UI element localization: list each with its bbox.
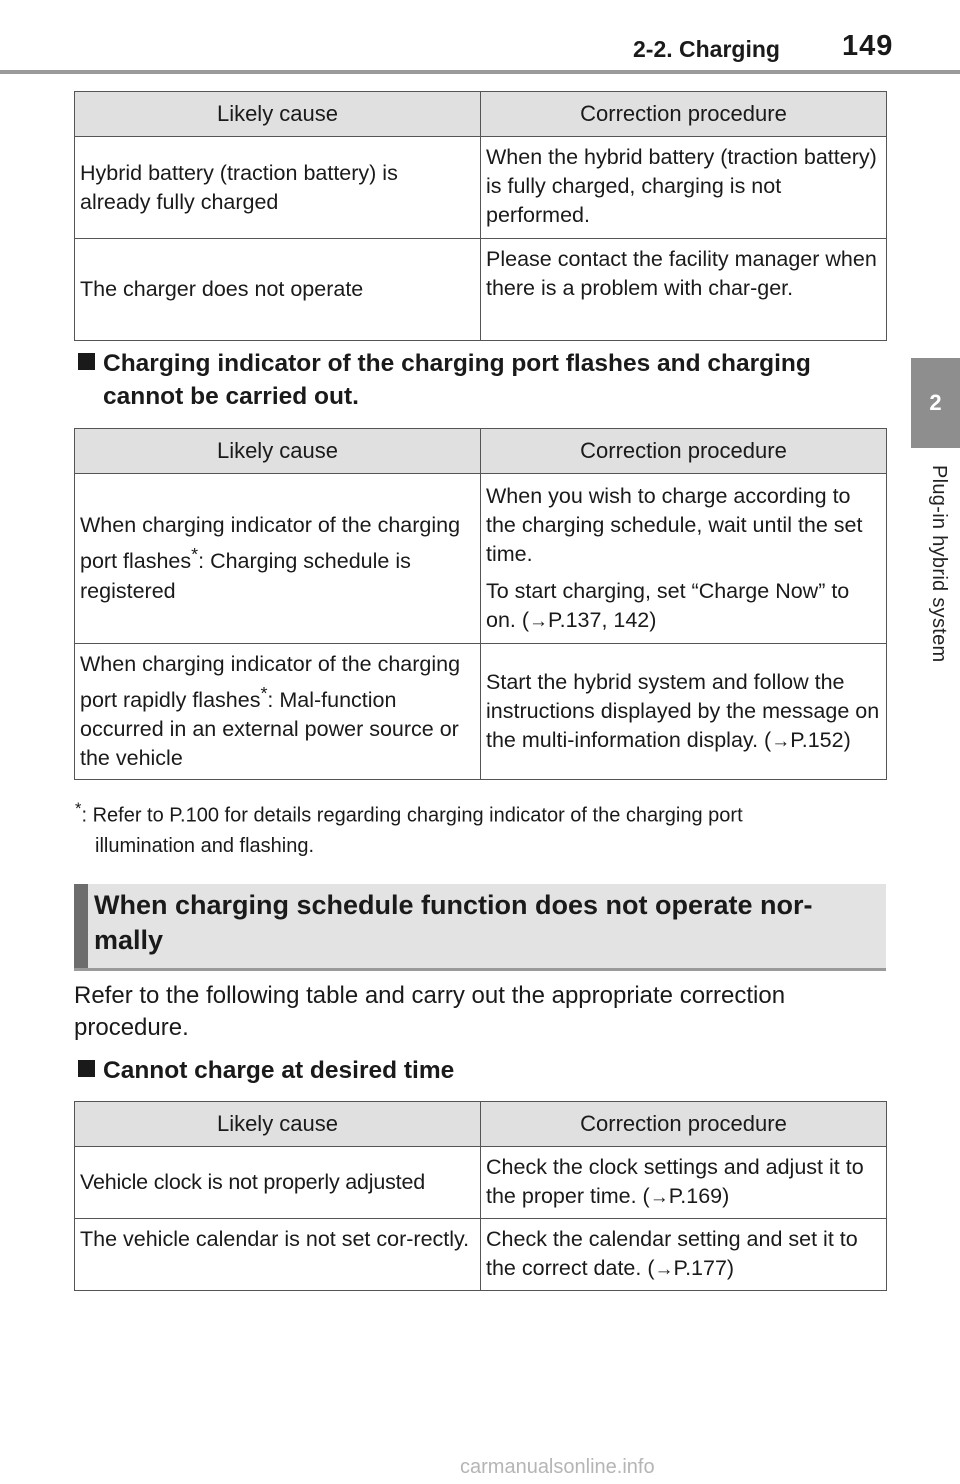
- footnote-mark: *: [191, 544, 199, 565]
- subheading-indicator-flashes: [78, 347, 878, 413]
- cell-cause: Hybrid battery (traction battery) is already fully charged: [75, 137, 481, 239]
- cell-cause: [75, 474, 481, 644]
- page-header: [0, 0, 960, 78]
- footnote-mark: *: [75, 799, 82, 818]
- column-header-procedure: Correction procedure: [481, 429, 887, 474]
- footnote-mark: *: [260, 683, 268, 703]
- cell-cause: The charger does not operate: [75, 239, 481, 341]
- footnote-text-continued: illumination and flashing.: [95, 834, 315, 857]
- table-charger-causes: [74, 91, 887, 341]
- table-header-row: [75, 429, 887, 474]
- subheading-text: Cannot charge at desired time: [103, 1057, 455, 1084]
- section-title: 2-2. Charging: [633, 36, 780, 62]
- footnote-text: : Refer to P.100 for details regarding charging indicator of the charging port: [81, 804, 743, 827]
- table-row: [75, 1147, 887, 1219]
- cell-procedure: [481, 644, 887, 780]
- procedure-text: To start charging, set “Charge Now” to on. (: [486, 578, 850, 632]
- cell-procedure: Please contact the facility manager when there is a problem with char-ger.: [481, 239, 887, 341]
- square-bullet-icon: [78, 1060, 95, 1077]
- page-reference-link[interactable]: P.137, 142): [548, 607, 657, 632]
- cell-cause: Vehicle clock is not properly adjusted: [75, 1147, 481, 1219]
- column-header-cause: Likely cause: [75, 92, 481, 137]
- page-number: 149: [842, 30, 894, 62]
- banner-title: When charging schedule function does not operate nor-mally: [94, 890, 813, 955]
- table-row: [75, 474, 887, 644]
- procedure-text: Check the calendar setting and set it to the correct date. (: [486, 1227, 858, 1280]
- cause-text-rest: : Mal-function occurred in an external power source or the vehicle: [80, 688, 459, 771]
- section-banner: [74, 884, 886, 968]
- cell-procedure: [481, 1219, 887, 1291]
- page-reference-link[interactable]: P.169): [668, 1184, 730, 1208]
- banner-divider: [74, 968, 886, 971]
- subheading-text: Charging indicator of the charging port flashes and charging: [103, 350, 811, 377]
- table-indicator-causes: [74, 428, 887, 780]
- chapter-tab-number: 2: [929, 390, 942, 415]
- procedure-paragraph: When you wish to charge according to the charging schedule, wait until the set time.: [486, 483, 863, 566]
- table-header-row: [75, 92, 887, 137]
- procedure-text: Start the hybrid system and follow the instructions displayed by the message on the multi-information display. (: [486, 669, 880, 752]
- cell-cause: [75, 644, 481, 780]
- right-arrow-icon: →: [529, 610, 549, 632]
- cell-procedure: When the hybrid battery (traction battery) is fully charged, charging is not performed.: [481, 137, 887, 239]
- procedure-text: Check the clock settings and adjust it to the proper time. (: [486, 1155, 864, 1208]
- table-header-row: [75, 1102, 887, 1147]
- cause-text-rest: : Charging schedule is registered: [80, 549, 411, 603]
- column-header-cause: Likely cause: [75, 1102, 481, 1147]
- table-schedule-causes: [74, 1101, 887, 1291]
- banner-accent-bar: [74, 884, 88, 968]
- page-reference-link[interactable]: P.177): [673, 1256, 735, 1280]
- column-header-cause: Likely cause: [75, 429, 481, 474]
- table-row: [75, 137, 887, 239]
- table-row: [75, 239, 887, 341]
- footer-watermark: carmanualsonline.info: [460, 1456, 655, 1478]
- page-reference-link[interactable]: P.152): [790, 727, 851, 752]
- square-bullet-icon: [78, 353, 95, 370]
- subheading-cannot-charge: [78, 1054, 878, 1087]
- table-row: [75, 644, 887, 780]
- right-arrow-icon: →: [771, 730, 791, 752]
- chapter-tab: [911, 358, 960, 448]
- cell-procedure: [481, 474, 887, 644]
- right-arrow-icon: →: [654, 1259, 674, 1280]
- chapter-tab-label: Plug-in hybrid system: [928, 465, 950, 663]
- cell-procedure: [481, 1147, 887, 1219]
- cell-cause: The vehicle calendar is not set cor-rectly.: [75, 1219, 481, 1291]
- column-header-procedure: Correction procedure: [481, 92, 887, 137]
- body-paragraph: Refer to the following table and carry out the appropriate correction procedure.: [74, 982, 786, 1041]
- header-divider: [0, 70, 960, 74]
- procedure-paragraph: [486, 577, 880, 636]
- column-header-procedure: Correction procedure: [481, 1102, 887, 1147]
- cause-text: When charging indicator of the charging port rapidly flashes: [80, 652, 461, 713]
- subheading-text-continued: cannot be carried out.: [103, 383, 359, 410]
- footnote: [75, 794, 885, 861]
- table-row: [75, 1219, 887, 1291]
- cause-text: When charging indicator of the charging port flashes: [80, 513, 461, 574]
- right-arrow-icon: →: [649, 1187, 669, 1208]
